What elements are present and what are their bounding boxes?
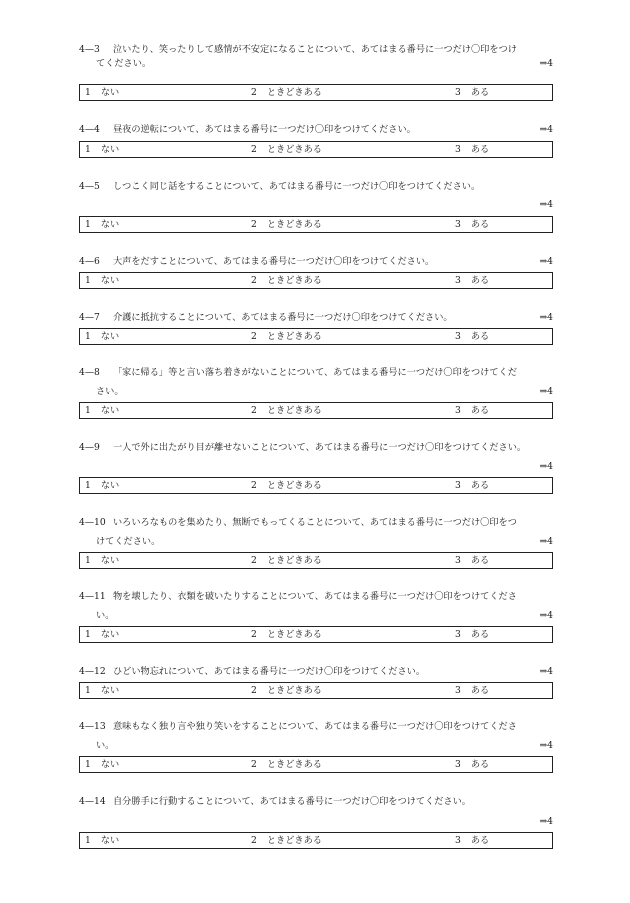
answer-options xyxy=(79,272,553,289)
answer-options xyxy=(79,552,553,569)
answer-options xyxy=(79,402,553,419)
question-number: 4—3 xyxy=(79,44,100,55)
question-text: ひどい物忘れについて、あてはまる番号に一つだけ〇印をつけてください。 xyxy=(113,666,426,677)
skip-arrow: ⇒4 xyxy=(539,536,553,547)
option-3[interactable]: 3 ある xyxy=(455,275,490,286)
question-number: 4—6 xyxy=(79,256,100,267)
option-2[interactable]: 2 ときどきある xyxy=(251,480,322,491)
question-number: 4—10 xyxy=(79,517,106,528)
question-number: 4—5 xyxy=(79,181,100,192)
option-3[interactable]: 3 ある xyxy=(455,405,490,416)
question-text: 物を壊したり、衣類を破いたりすることについて、あてはまる番号に一つだけ〇印をつけてくださ xyxy=(113,591,517,602)
option-3[interactable]: 3 ある xyxy=(455,835,490,846)
question-number: 4—7 xyxy=(79,312,100,323)
question-number: 4—8 xyxy=(79,367,100,378)
question-text: 泣いたり、笑ったりして感情が不安定になることについて、あてはまる番号に一つだけ〇印をつけ xyxy=(113,44,517,55)
skip-arrow: ⇒4 xyxy=(539,461,553,472)
option-1[interactable]: 1 ない xyxy=(85,629,120,640)
option-1[interactable]: 1 ない xyxy=(85,759,120,770)
option-1[interactable]: 1 ない xyxy=(85,480,120,491)
skip-arrow: ⇒4 xyxy=(539,124,553,135)
skip-arrow: ⇒4 xyxy=(539,199,553,210)
answer-options xyxy=(79,84,553,101)
option-2[interactable]: 2 ときどきある xyxy=(251,331,322,342)
question-number: 4—9 xyxy=(79,442,100,453)
answer-options xyxy=(79,756,553,773)
option-2[interactable]: 2 ときどきある xyxy=(251,219,322,230)
answer-options xyxy=(79,626,553,643)
question-text: しつこく同じ話をすることについて、あてはまる番号に一つだけ〇印をつけてください。 xyxy=(113,181,481,192)
question-text: 意味もなく独り言や独り笑いをすることについて、あてはまる番号に一つだけ〇印をつけてくださ xyxy=(113,721,517,732)
question-text: 大声をだすことについて、あてはまる番号に一つだけ〇印をつけてください。 xyxy=(113,256,435,267)
skip-arrow: ⇒4 xyxy=(539,666,553,677)
option-1[interactable]: 1 ない xyxy=(85,685,120,696)
question-text: 昼夜の逆転について、あてはまる番号に一つだけ〇印をつけてください。 xyxy=(113,124,416,135)
skip-arrow: ⇒4 xyxy=(539,256,553,267)
question-text: いろいろなものを集めたり、無断でもってくることについて、あてはまる番号に一つだけ〇印をつ xyxy=(113,517,517,528)
skip-arrow: ⇒4 xyxy=(539,610,553,621)
answer-options xyxy=(79,328,553,345)
option-2[interactable]: 2 ときどきある xyxy=(251,87,322,98)
question-text-continued: けてください。 xyxy=(96,536,161,547)
answer-options xyxy=(79,477,553,494)
skip-arrow: ⇒4 xyxy=(539,386,553,397)
question-text: 一人で外に出たがり目が離せないことについて、あてはまる番号に一つだけ〇印をつけてください。 xyxy=(113,442,527,453)
option-1[interactable]: 1 ない xyxy=(85,405,120,416)
option-3[interactable]: 3 ある xyxy=(455,685,490,696)
question-text: 自分勝手に行動することについて、あてはまる番号に一つだけ〇印をつけてください。 xyxy=(113,796,471,807)
skip-arrow: ⇒4 xyxy=(539,816,553,827)
question-text-continued: い。 xyxy=(96,610,115,621)
option-3[interactable]: 3 ある xyxy=(455,759,490,770)
answer-options xyxy=(79,216,553,233)
option-2[interactable]: 2 ときどきある xyxy=(251,405,322,416)
option-3[interactable]: 3 ある xyxy=(455,629,490,640)
question-number: 4—11 xyxy=(79,591,106,602)
question-text-continued: てください。 xyxy=(96,58,152,69)
option-2[interactable]: 2 ときどきある xyxy=(251,275,322,286)
option-2[interactable]: 2 ときどきある xyxy=(251,835,322,846)
question-number: 4—14 xyxy=(79,796,106,807)
option-1[interactable]: 1 ない xyxy=(85,144,120,155)
option-1[interactable]: 1 ない xyxy=(85,275,120,286)
option-1[interactable]: 1 ない xyxy=(85,219,120,230)
answer-options xyxy=(79,141,553,158)
option-2[interactable]: 2 ときどきある xyxy=(251,759,322,770)
option-2[interactable]: 2 ときどきある xyxy=(251,144,322,155)
question-number: 4—13 xyxy=(79,721,106,732)
option-1[interactable]: 1 ない xyxy=(85,835,120,846)
option-3[interactable]: 3 ある xyxy=(455,555,490,566)
option-3[interactable]: 3 ある xyxy=(455,219,490,230)
option-2[interactable]: 2 ときどきある xyxy=(251,629,322,640)
question-text-continued: い。 xyxy=(96,740,115,751)
option-1[interactable]: 1 ない xyxy=(85,87,120,98)
answer-options xyxy=(79,832,553,849)
question-number: 4—4 xyxy=(79,124,100,135)
skip-arrow: ⇒4 xyxy=(539,740,553,751)
option-2[interactable]: 2 ときどきある xyxy=(251,555,322,566)
option-3[interactable]: 3 ある xyxy=(455,331,490,342)
option-3[interactable]: 3 ある xyxy=(455,87,490,98)
question-text: 「家に帰る」等と言い落ち着きがないことについて、あてはまる番号に一つだけ〇印をつけてくだ xyxy=(113,367,517,378)
skip-arrow: ⇒4 xyxy=(539,312,553,323)
option-1[interactable]: 1 ない xyxy=(85,331,120,342)
skip-arrow: ⇒4 xyxy=(539,58,553,69)
question-text-continued: さい。 xyxy=(96,386,124,397)
option-2[interactable]: 2 ときどきある xyxy=(251,685,322,696)
question-number: 4—12 xyxy=(79,666,106,677)
question-text: 介護に抵抗することについて、あてはまる番号に一つだけ〇印をつけてください。 xyxy=(113,312,453,323)
option-3[interactable]: 3 ある xyxy=(455,144,490,155)
option-1[interactable]: 1 ない xyxy=(85,555,120,566)
answer-options xyxy=(79,682,553,699)
option-3[interactable]: 3 ある xyxy=(455,480,490,491)
